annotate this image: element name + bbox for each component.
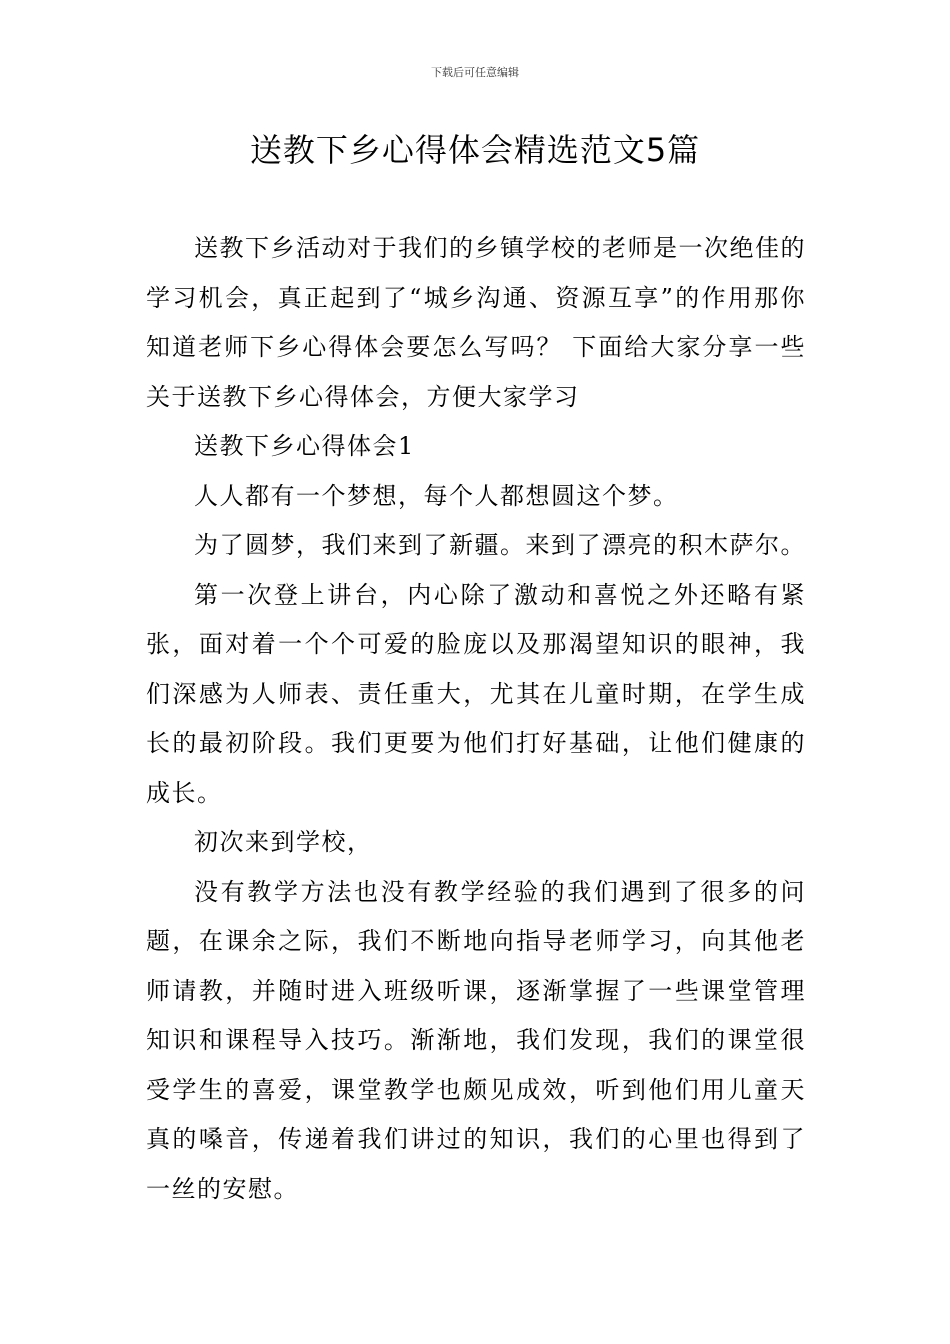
header-note: 下载后可任意编辑 — [431, 66, 519, 79]
section-heading: 送教下乡心得体会1 — [194, 432, 415, 460]
paragraph: 初次来到学校， — [194, 828, 373, 856]
paragraph: 人人都有一个梦想，每个人都想圆这个梦。 — [194, 481, 679, 510]
paragraph: 为了圆梦，我们来到了新疆。来到了漂亮的积木萨尔。 — [194, 531, 806, 559]
document-title: 送教下乡心得体会精选范文5篇 — [249, 131, 701, 169]
paragraph: 没有教学方法也没有教学经验的我们遇到了很多的问题，在课余之际，我们不断地向指导老师学习，向其他老师请教，并随时进入班级听课，逐渐掌握了一些课堂管理知识和课程导入技巧。渐渐地，我们发现，我们的课堂很受学生的喜爱，课堂教学也颇见成效，听到他们用儿童天真的嗓音，传递着我们讲过的知识，我们的心里也得到了一丝的安慰。 — [146, 877, 806, 1203]
paragraph-intro: 送教下乡活动对于我们的乡镇学校的老师是一次绝佳的学习机会，真正起到了“城乡沟通、资源互享”的作用那你知道老师下乡心得体会要怎么写吗？ 下面给大家分享一些关于送教下乡心得体会，方便大家学习 — [146, 234, 806, 411]
document-body — [146, 224, 806, 1214]
paragraph: 第一次登上讲台，内心除了激动和喜悦之外还略有紧张，面对着一个个可爱的脸庞以及那渴望知识的眼神，我们深感为人师表、责任重大，尤其在儿童时期，在学生成长的最初阶段。我们更要为他们打好基础，让他们健康的成长。 — [146, 580, 806, 807]
